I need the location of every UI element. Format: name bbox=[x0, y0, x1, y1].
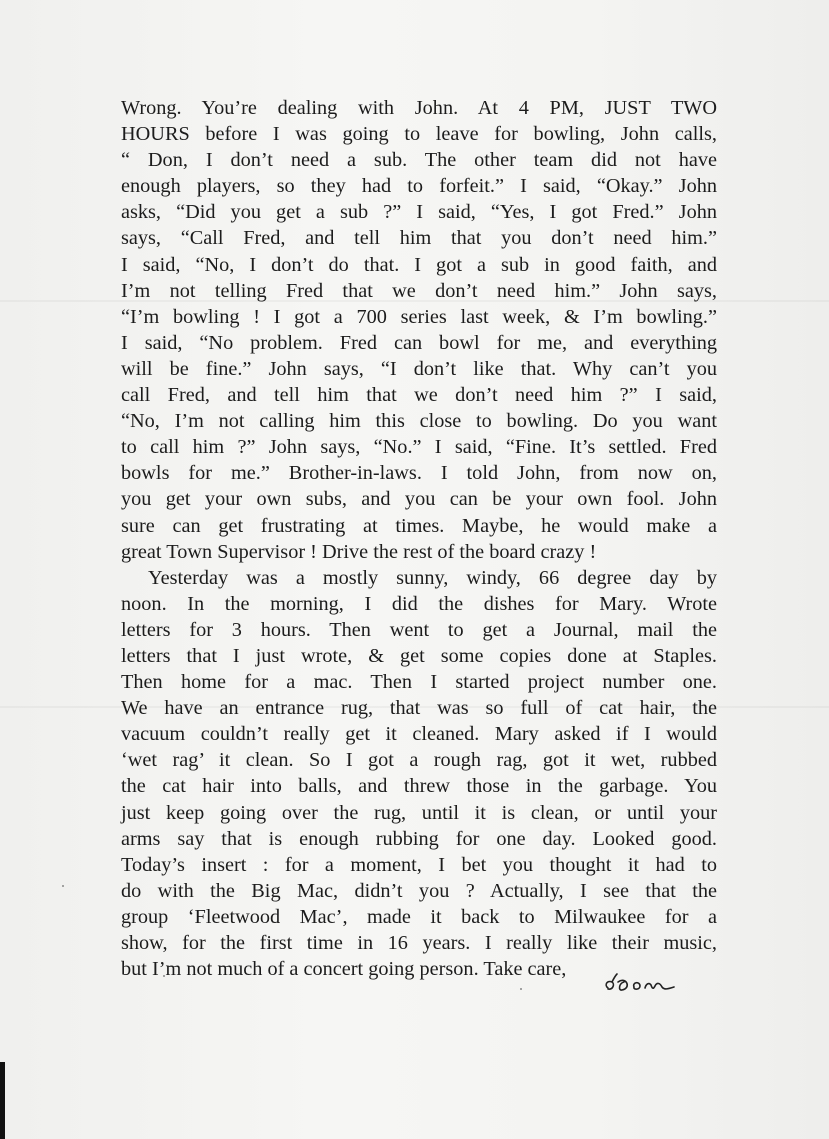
letter-line: HOURS before I was going to leave for bowling, John calls, bbox=[121, 123, 717, 146]
letter-line: do with the Big Mac, didn’t you ? Actually, I see that the bbox=[121, 879, 717, 902]
letter-line: “No, I’m not calling him this close to bowling. Do you want bbox=[121, 410, 717, 433]
letter-line: Today’s insert : for a moment, I bet you thought it had to bbox=[121, 853, 717, 876]
letter-line: bowls for me.” Brother-in-laws. I told John, from now on, bbox=[121, 462, 717, 485]
scan-edge-mark bbox=[0, 1062, 5, 1139]
letter-line: but I’m not much of a concert going person. Take care, bbox=[121, 958, 567, 981]
letter-line: to call him ?” John says, “No.” I said, “Fine. It’s settled. Fred bbox=[121, 436, 717, 459]
signature-don bbox=[602, 968, 682, 998]
letter-line: I said, “No, I don’t do that. I got a sub in good faith, and bbox=[121, 253, 717, 276]
letter-line: call Fred, and tell him that we don’t need him ?” I said, bbox=[121, 384, 717, 407]
letter-line: Yesterday was a mostly sunny, windy, 66 degree day by bbox=[148, 566, 717, 589]
letter-line: Wrong. You’re dealing with John. At 4 PM, JUST TWO bbox=[121, 97, 717, 119]
letter-line: says, “Call Fred, and tell him that you don’t need him.” bbox=[121, 227, 717, 250]
letter-line: show, for the first time in 16 years. I really like their music, bbox=[121, 932, 717, 954]
letter-line: “ Don, I don’t need a sub. The other team did not have bbox=[121, 149, 717, 172]
letter-line: I’m not telling Fred that we don’t need him.” John says, bbox=[121, 279, 717, 302]
letter-line: “I’m bowling ! I got a 700 series last week, & I’m bowling.” bbox=[121, 305, 717, 328]
letter-line: the cat hair into balls, and threw those in the garbage. You bbox=[121, 775, 717, 798]
letter-line: you get your own subs, and you can be your own fool. John bbox=[121, 488, 717, 511]
paper-speck bbox=[62, 885, 64, 887]
letter-line: just keep going over the rug, until it is clean, or until your bbox=[121, 801, 717, 824]
letter-line: will be fine.” John says, “I don’t like that. Why can’t you bbox=[121, 357, 717, 380]
letter-line: great Town Supervisor ! Drive the rest of the board crazy ! bbox=[121, 540, 597, 563]
letter-line: group ‘Fleetwood Mac’, made it back to Milwaukee for a bbox=[121, 905, 717, 928]
letter-line: sure can get frustrating at times. Maybe, he would make a bbox=[121, 514, 717, 537]
letter-line: noon. In the morning, I did the dishes for Mary. Wrote bbox=[121, 592, 717, 615]
letter-line: Then home for a mac. Then I started project number one. bbox=[121, 671, 717, 694]
letter-line: letters for 3 hours. Then went to get a Journal, mail the bbox=[121, 618, 717, 641]
letter-line: asks, “Did you get a sub ?” I said, “Yes, I got Fred.” John bbox=[121, 201, 717, 224]
letter-line: We have an entrance rug, that was so full of cat hair, the bbox=[121, 697, 717, 720]
letter-line: enough players, so they had to forfeit.” I said, “Okay.” John bbox=[121, 175, 717, 198]
letter-body bbox=[121, 95, 717, 982]
letter-line: I said, “No problem. Fred can bowl for me, and everything bbox=[121, 331, 717, 354]
paper-speck bbox=[520, 988, 522, 990]
letter-line: vacuum couldn’t really get it cleaned. Mary asked if I would bbox=[121, 723, 717, 746]
letter-line: letters that I just wrote, & get some copies done at Staples. bbox=[121, 644, 717, 667]
letter-line: arms say that is enough rubbing for one day. Looked good. bbox=[121, 827, 717, 850]
letter-line: ‘wet rag’ it clean. So I got a rough rag, got it wet, rubbed bbox=[121, 749, 717, 772]
